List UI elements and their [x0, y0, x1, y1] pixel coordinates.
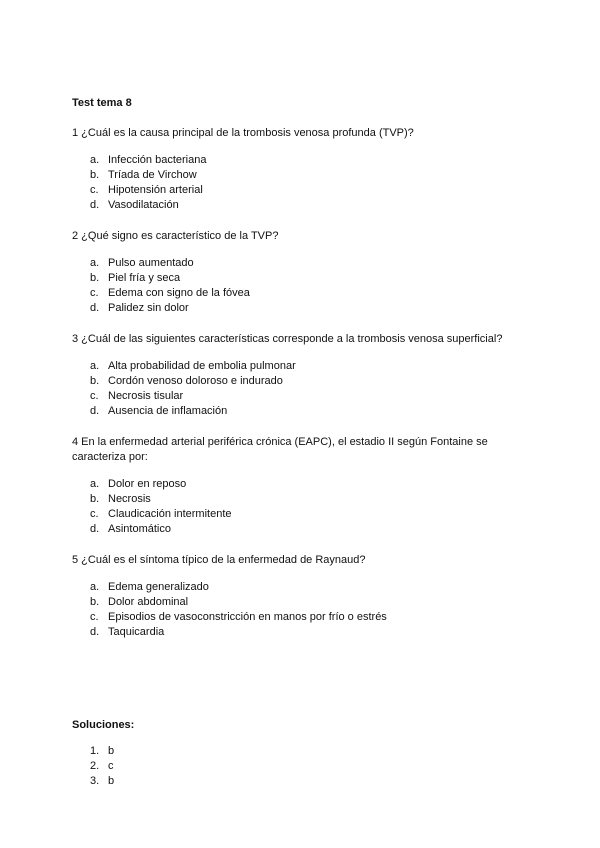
option-marker: c.	[90, 611, 99, 623]
question-text: 4 En la enfermedad arterial periférica crónica (EAPC), el estadio II según Fontaine se caracteriza por:	[72, 436, 488, 463]
option-item	[72, 580, 532, 595]
option-text: Palidez sin dolor	[108, 302, 189, 314]
option-marker: a.	[90, 360, 100, 372]
options-list	[72, 256, 532, 316]
solution-text: b	[108, 775, 115, 787]
options-list	[72, 580, 532, 640]
solutions-list	[72, 744, 532, 789]
solutions-title: Soluciones:	[72, 719, 135, 731]
option-text: Tríada de Virchow	[108, 169, 197, 181]
option-item	[72, 595, 532, 610]
option-marker: b.	[90, 493, 100, 505]
spacer	[72, 656, 532, 718]
question-text: 5 ¿Cuál es el síntoma típico de la enfermedad de Raynaud?	[72, 554, 366, 566]
option-text: Dolor en reposo	[108, 478, 187, 490]
option-text: Ausencia de inflamación	[108, 405, 228, 417]
option-marker: d.	[90, 199, 100, 211]
question-text: 1 ¿Cuál es la causa principal de la trombosis venosa profunda (TVP)?	[72, 127, 414, 139]
option-item	[72, 389, 532, 404]
option-item	[72, 374, 532, 389]
option-text: Alta probabilidad de embolia pulmonar	[108, 360, 296, 372]
option-item	[72, 507, 532, 522]
option-item	[72, 198, 532, 213]
option-marker: a.	[90, 478, 100, 490]
option-text: Dolor abdominal	[108, 596, 189, 608]
option-text: Cordón venoso doloroso e indurado	[108, 375, 283, 387]
option-item	[72, 168, 532, 183]
solution-item	[72, 759, 532, 774]
option-text: Necrosis tisular	[108, 390, 184, 402]
option-item	[72, 286, 532, 301]
option-marker: d.	[90, 405, 100, 417]
option-text: Taquicardia	[108, 626, 165, 638]
option-item	[72, 477, 532, 492]
option-item	[72, 404, 532, 419]
solution-text: c	[108, 760, 114, 772]
question-text: 2 ¿Qué signo es característico de la TVP?	[72, 230, 279, 242]
option-text: Asintomático	[108, 523, 171, 535]
option-marker: b.	[90, 596, 100, 608]
document-title: Test tema 8	[72, 97, 132, 109]
question-3	[72, 332, 532, 419]
option-item	[72, 183, 532, 198]
solution-marker: 1.	[90, 745, 100, 757]
question-5	[72, 553, 532, 640]
question-4	[72, 435, 532, 537]
option-marker: a.	[90, 257, 100, 269]
option-item	[72, 522, 532, 537]
option-text: Edema generalizado	[108, 581, 209, 593]
document-page	[72, 96, 532, 789]
question-text: 3 ¿Cuál de las siguientes características corresponde a la trombosis venosa superficial?	[72, 333, 503, 345]
option-text: Hipotensión arterial	[108, 184, 203, 196]
option-marker: c.	[90, 508, 99, 520]
option-item	[72, 492, 532, 507]
option-text: Claudicación intermitente	[108, 508, 232, 520]
option-text: Episodios de vasoconstricción en manos por frío o estrés	[108, 611, 387, 623]
solution-marker: 3.	[90, 775, 100, 787]
solution-item	[72, 744, 532, 759]
option-marker: b.	[90, 272, 100, 284]
option-marker: a.	[90, 581, 100, 593]
option-text: Pulso aumentado	[108, 257, 194, 269]
option-text: Piel fría y seca	[108, 272, 181, 284]
option-item	[72, 359, 532, 374]
solution-marker: 2.	[90, 760, 100, 772]
option-item	[72, 625, 532, 640]
solutions-section	[72, 718, 532, 789]
option-marker: d.	[90, 302, 100, 314]
option-marker: a.	[90, 154, 100, 166]
option-marker: c.	[90, 287, 99, 299]
option-marker: d.	[90, 523, 100, 535]
options-list	[72, 477, 532, 537]
option-marker: b.	[90, 169, 100, 181]
option-item	[72, 256, 532, 271]
option-marker: d.	[90, 626, 100, 638]
options-list	[72, 359, 532, 419]
option-marker: c.	[90, 184, 99, 196]
option-text: Infección bacteriana	[108, 154, 207, 166]
option-text: Necrosis	[108, 493, 151, 505]
option-text: Edema con signo de la fóvea	[108, 287, 250, 299]
option-marker: c.	[90, 390, 99, 402]
question-2	[72, 229, 532, 316]
option-text: Vasodilatación	[108, 199, 179, 211]
option-item	[72, 153, 532, 168]
option-marker: b.	[90, 375, 100, 387]
option-item	[72, 301, 532, 316]
solution-item	[72, 774, 532, 789]
solution-text: b	[108, 745, 115, 757]
options-list	[72, 153, 532, 213]
option-item	[72, 610, 532, 625]
option-item	[72, 271, 532, 286]
question-1	[72, 126, 532, 213]
